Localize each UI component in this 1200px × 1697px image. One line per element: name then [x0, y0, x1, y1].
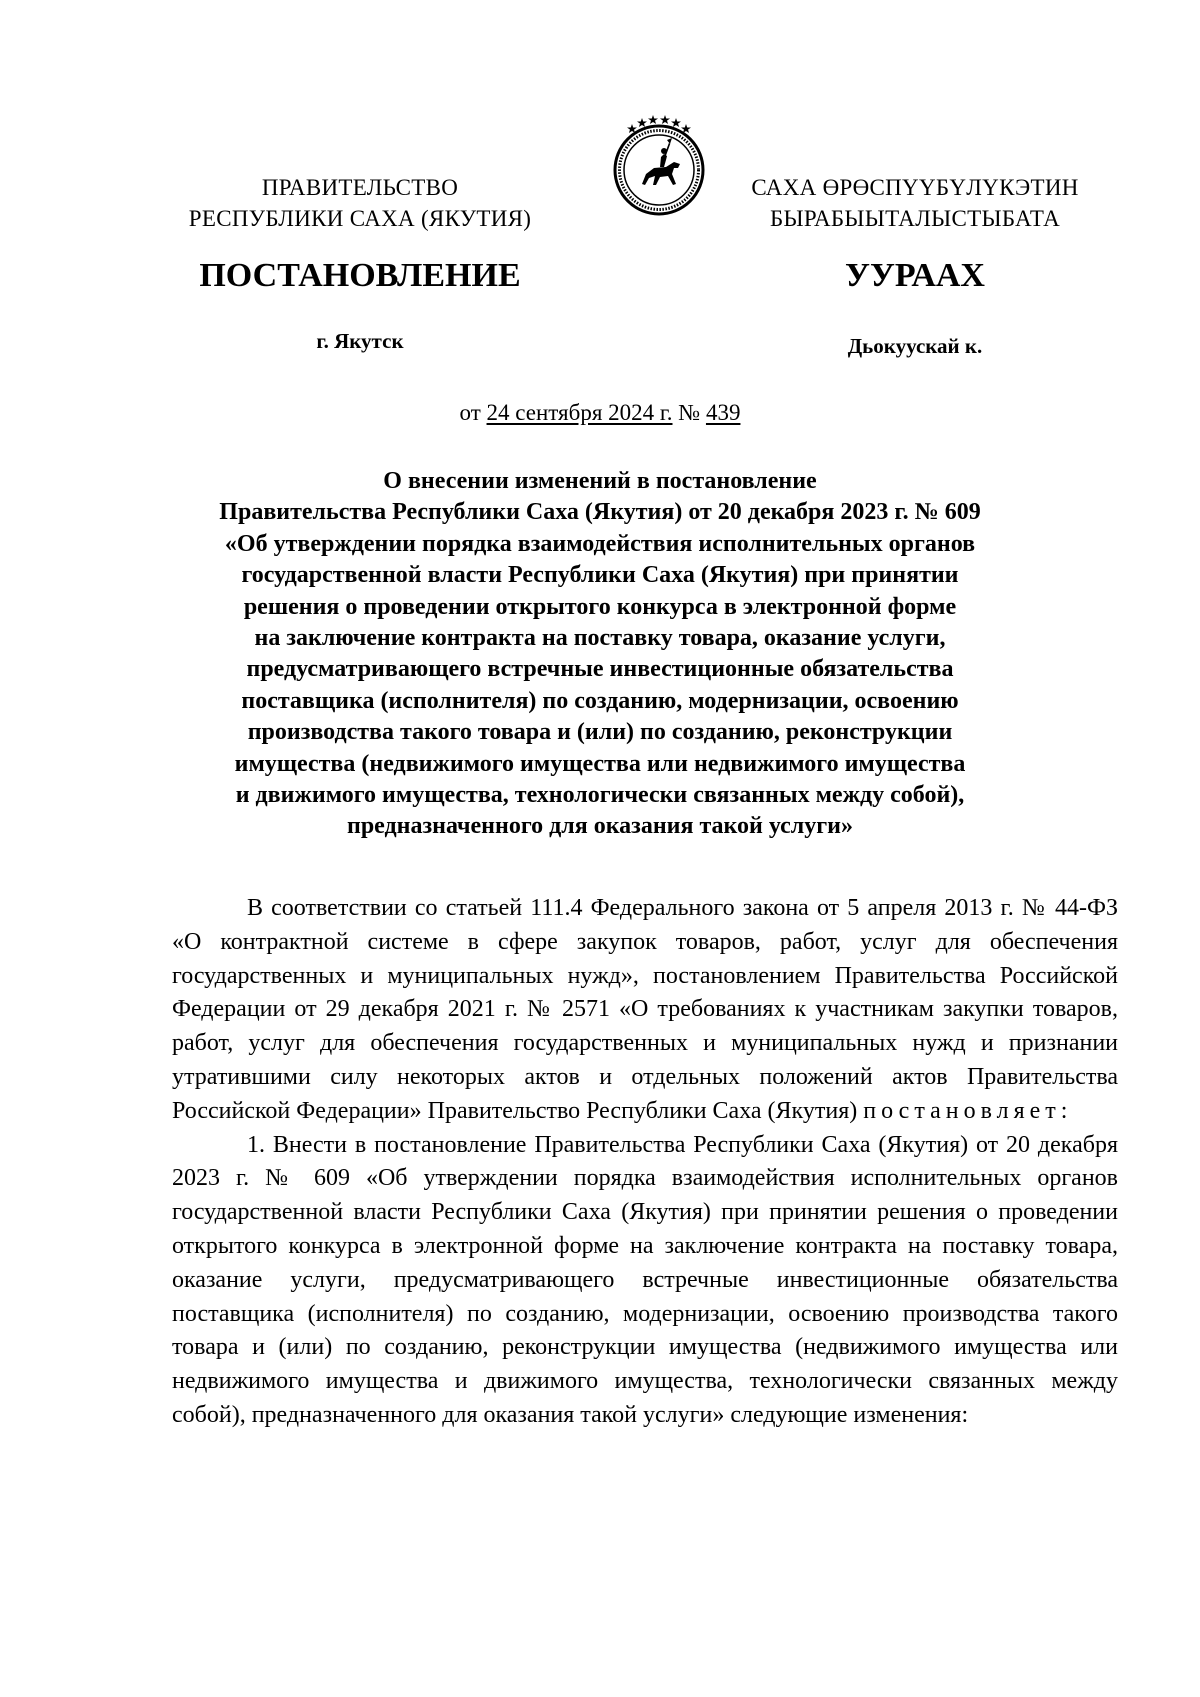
title-line: государственной власти Республики Саха (Якутия) при принятии [241, 562, 959, 589]
number-sign: № [672, 400, 706, 425]
item-1-paragraph: 1. Внести в постановление Правительства Республики Саха (Якутия) от 20 декабря 2023 г. № 609 «Об утверждении порядка взаимодействия исполнительных органов государственной власти Республики Саха (Якутия) при принятии решения о проведении открытого конкурса в электронной форме на заключение контракта на поставку товара, оказание услуги, предусматривающего встречные инвестиционные обязательства поставщика (исполнителя) по созданию, модернизации, освоению производства такого товара и (или) по созданию, реконструкции имущества (недвижимого имущества или недвижимого имущества и движимого имущества, технологически связанных между собой), предназначенного для оказания такой услуги» следующие изменения: [172, 1131, 1118, 1428]
issuer-sah-line2: БЫРАБЫЫТАЛЫСТЫБАТА [769, 206, 1061, 231]
preamble-text: В соответствии со статьей 111.4 Федерального закона от 5 апреля 2013 г. № 44-ФЗ «О контрактной системе в сфере закупок товаров, работ, услуг для обеспечения государственных и муниципальных нужд», постановлением Правительства Российской Федерации от 29 декабря 2021 г. № 2571 «О требованиях к участникам закупки товаров, работ, услуг для обеспечения государственных и муниципальных нужд и признании утратившими силу некоторых актов и отдельных положений актов Правительства Российской Федерации» Правительство Республики Саха (Якутия) [172, 895, 1118, 1124]
document-body [172, 892, 1118, 1433]
preamble-paragraph [172, 892, 1118, 1129]
doc-type-sah: УУРААХ [845, 257, 985, 294]
issuer-sah-line1: САХА ӨРӨСПҮҮБҮЛҮКЭТИН [751, 175, 1079, 200]
title-line: производства такого товара и (или) по созданию, реконструкции [247, 719, 953, 746]
document-date-line [300, 398, 900, 428]
document-date: 24 сентября 2024 г. [486, 400, 673, 425]
doc-type-ru: ПОСТАНОВЛЕНИЕ [199, 257, 521, 294]
issuer-ru [170, 172, 550, 234]
issuer-ru-line2: РЕСПУБЛИКИ САХА (ЯКУТИЯ) [188, 206, 532, 231]
issuer-ru-line1: ПРАВИТЕЛЬСТВО [261, 175, 459, 200]
date-prefix: от [459, 400, 487, 425]
title-line: предусматривающего встречные инвестиционные обязательства [246, 656, 954, 683]
title-line: поставщика (исполнителя) по созданию, модернизации, освоению [241, 687, 959, 714]
document-number: 439 [705, 400, 741, 425]
title-line: на заключение контракта на поставку товара, оказание услуги, [254, 625, 946, 652]
title-line: решения о проведении открытого конкурса в электронной форме [243, 593, 957, 620]
yakutia-coat-of-arms-icon [604, 110, 714, 220]
issuer-sah [730, 172, 1100, 234]
title-line: предназначенного для оказания такой услуги» [346, 813, 853, 840]
title-line: имущества (недвижимого имущества или недвижимого имущества [234, 750, 966, 777]
title-line: О внесении изменений в постановление [383, 468, 817, 494]
title-line: «Об утверждении порядка взаимодействия исполнительных органов [224, 530, 976, 557]
title-line: и движимого имущества, технологически связанных между собой), [235, 782, 965, 809]
city-sah: Дьокуускай к. [847, 334, 983, 358]
resolves-word: постановляет: [863, 1097, 1073, 1124]
document-title [170, 466, 1030, 843]
title-line: Правительства Республики Саха (Якутия) от 20 декабря 2023 г. № 609 [219, 499, 981, 526]
city-ru: г. Якутск [316, 329, 404, 353]
